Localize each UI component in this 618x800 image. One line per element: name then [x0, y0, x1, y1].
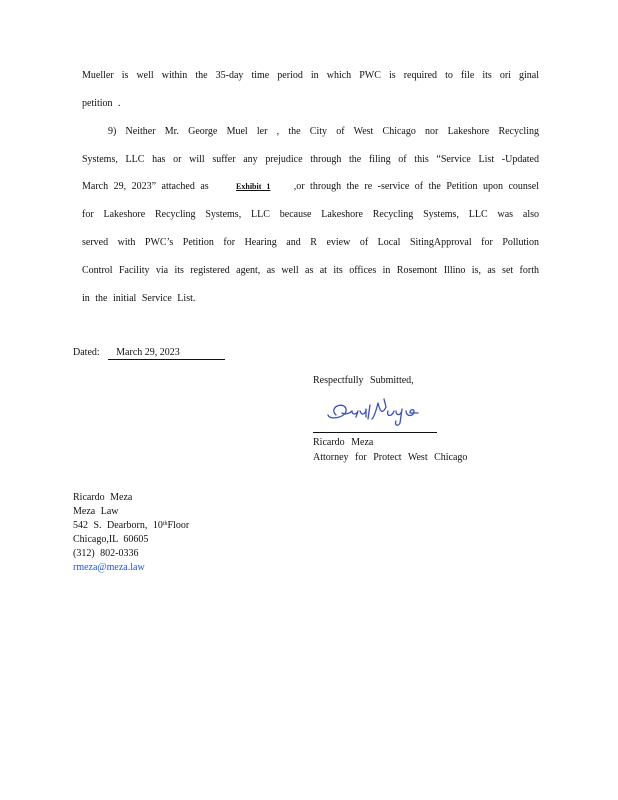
- body-line-4: Systems, LLC has or will suffer any prejudice through the filing of this “Service List -Updated: [82, 154, 539, 165]
- address-street: [73, 520, 189, 532]
- exhibit-link[interactable]: Exhibit 1: [236, 182, 271, 191]
- body-line-5-tail: ,or through the re -service of the Petition upon counsel: [293, 181, 539, 192]
- body-line-5-head: March 29, 2023” attached as: [82, 181, 209, 192]
- body-line-6: for Lakeshore Recycling Systems, LLC because Lakeshore Recycling Systems, LLC was also: [82, 209, 539, 220]
- body-line-9: in the initial Service List.: [82, 293, 196, 304]
- address-name: Ricardo Meza: [73, 492, 133, 503]
- body-line-7: served with PWC’s Petition for Hearing and R eview of Local SitingApproval for Pollution: [82, 237, 539, 248]
- signature-line: [313, 432, 437, 433]
- address-street-prefix: 542 S. Dearborn, 10: [73, 520, 163, 531]
- signer-name: Ricardo Meza: [313, 437, 374, 448]
- email-link[interactable]: rmeza@meza.law: [73, 562, 145, 573]
- address-street-suffix: Floor: [167, 520, 190, 531]
- body-line-2: petition .: [82, 98, 121, 109]
- closing-text: Respectfully Submitted,: [313, 375, 414, 386]
- address-phone: (312) 802-0336: [73, 548, 139, 559]
- body-line-5: [82, 181, 539, 193]
- address-firm: Meza Law: [73, 506, 119, 517]
- dated-label: Dated:: [73, 347, 100, 358]
- body-line-3: 9) Neither Mr. George Muel ler , the City of West Chicago nor Lakeshore Recycling: [108, 126, 539, 137]
- handwritten-signature: [322, 397, 432, 427]
- body-line-1: Mueller is well within the 35-day time period in which PWC is required to file its ori ginal: [82, 70, 539, 81]
- body-line-8: Control Facility via its registered agent, as well as at its offices in Rosemont Illino is, as set forth: [82, 265, 539, 276]
- signer-title: Attorney for Protect West Chicago: [313, 452, 468, 463]
- address-city: Chicago,IL 60605: [73, 534, 149, 545]
- dated-value: March 29, 2023: [108, 347, 225, 360]
- address-street-sup: th: [162, 521, 168, 527]
- dated-row: [73, 347, 225, 360]
